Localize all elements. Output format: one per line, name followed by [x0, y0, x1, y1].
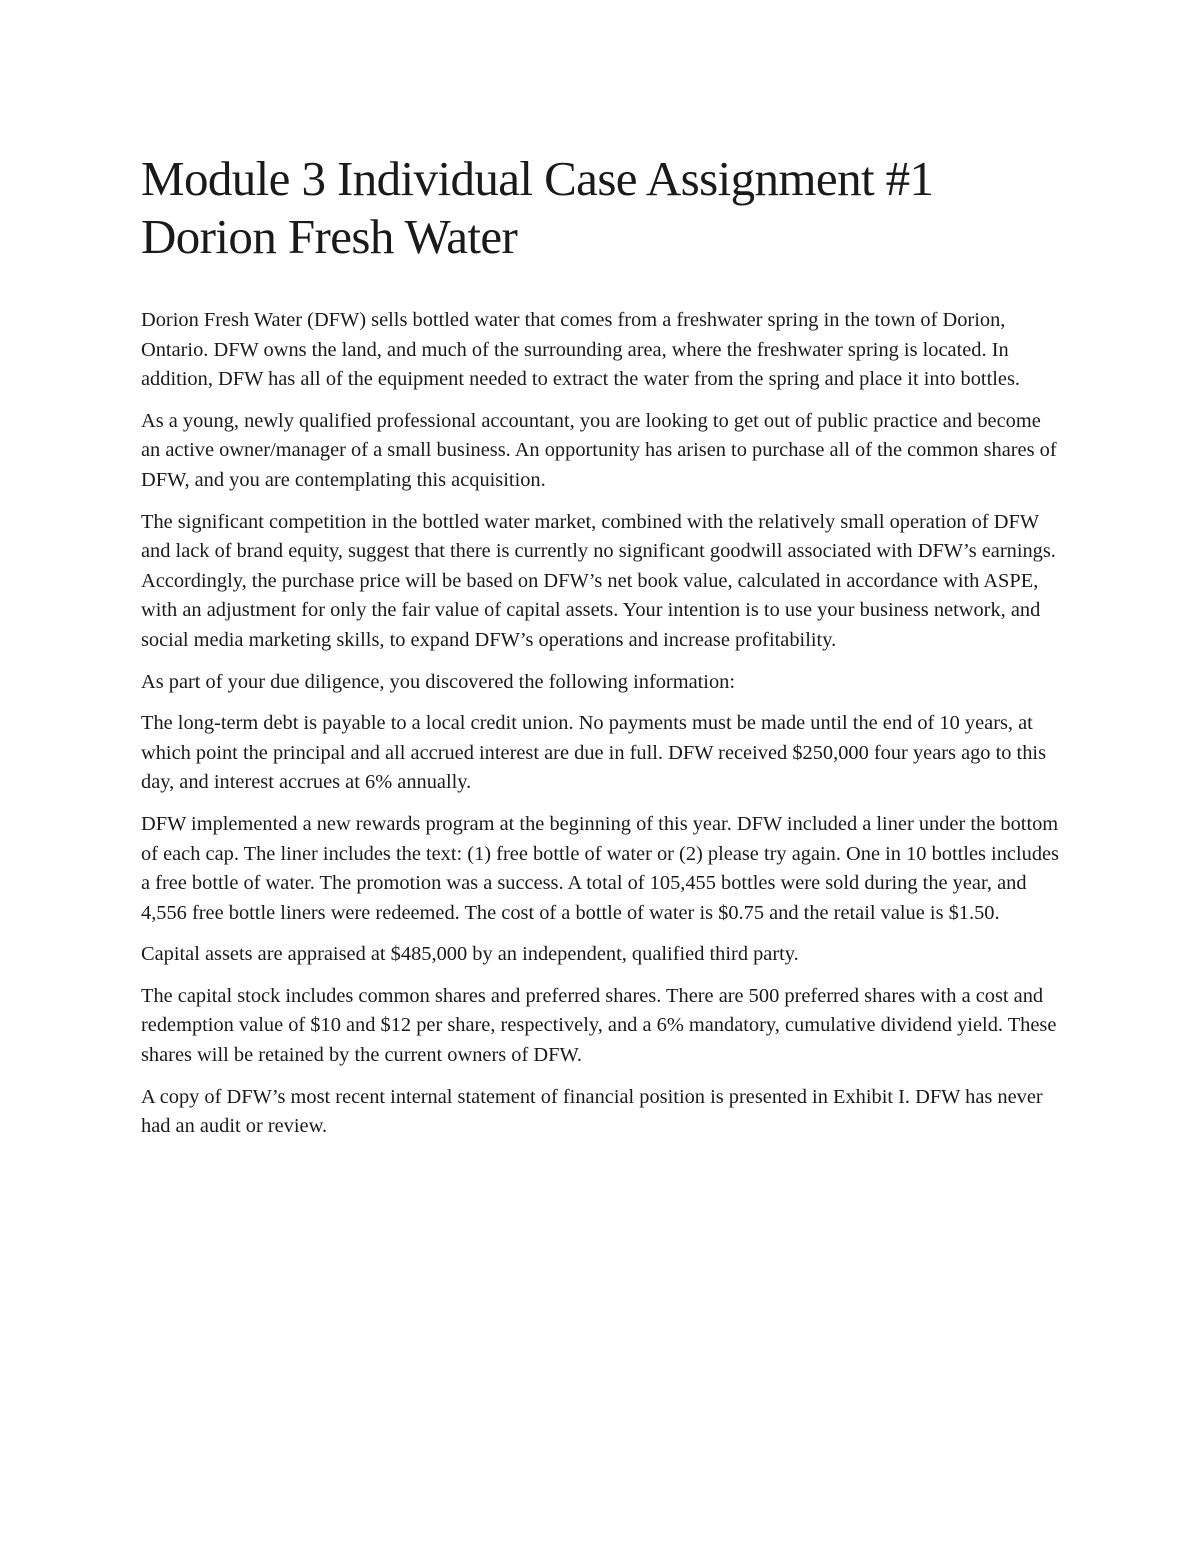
document-body	[141, 150, 1065, 1154]
page-title	[141, 150, 1065, 266]
title-line-1: Module 3 Individual Case Assignment #1	[141, 151, 934, 206]
paragraph-purchase-price: The significant competition in the bottled water market, combined with the relatively small operation of DFW and lack of brand equity, suggest that there is currently no significant goodwill associated with DFW’s earnings. Accordingly, the purchase price will be based on DFW’s net book value, calculated in accordance with ASPE, with an adjustment for only the fair value of capital assets. Your intention is to use your business network, and social media marketing skills, to expand DFW’s operations and increase profitability.	[141, 510, 1056, 651]
paragraph-capital-assets: Capital assets are appraised at $485,000 by an independent, qualified third party.	[141, 943, 799, 966]
paragraph-exhibit: A copy of DFW’s most recent internal statement of financial position is presented in Exhibit I. DFW has never had an audit or review.	[141, 1085, 1043, 1138]
paragraph-long-term-debt: The long-term debt is payable to a local credit union. No payments must be made until the end of 10 years, at which point the principal and all accrued interest are due in full. DFW received $250,000 four years ago to this day, and interest accrues at 6% annually.	[141, 712, 1047, 794]
paragraph-due-diligence: As part of your due diligence, you discovered the following information:	[141, 670, 736, 693]
paragraph-intro: Dorion Fresh Water (DFW) sells bottled water that comes from a freshwater spring in the town of Dorion, Ontario. DFW owns the land, and much of the surrounding area, where the freshwater spring is located. In addition, DFW has all of the equipment needed to extract the water from the spring and place it into bottles.	[141, 309, 1021, 391]
paragraph-opportunity: As a young, newly qualified professional accountant, you are looking to get out of public practice and become an active owner/manager of a small business. An opportunity has arisen to purchase all of the common shares of DFW, and you are contemplating this acquisition.	[141, 409, 1057, 491]
title-line-2: Dorion Fresh Water	[141, 209, 518, 264]
paragraph-capital-stock: The capital stock includes common shares and preferred shares. There are 500 preferred shares with a cost and redemption value of $10 and $12 per share, respectively, and a 6% mandatory, cumulative dividend yield. These shares will be retained by the current owners of DFW.	[141, 984, 1057, 1067]
paragraph-rewards-program: DFW implemented a new rewards program at the beginning of this year. DFW included a liner under the bottom of each cap. The liner includes the text: (1) free bottle of water or (2) please try again. One in 10 bottles includes a free bottle of water. The promotion was a success. A total of 105,455 bottles were sold during the year, and 4,556 free bottle liners were redeemed. The cost of a bottle of water is $0.75 and the retail value is $1.50.	[141, 812, 1059, 924]
